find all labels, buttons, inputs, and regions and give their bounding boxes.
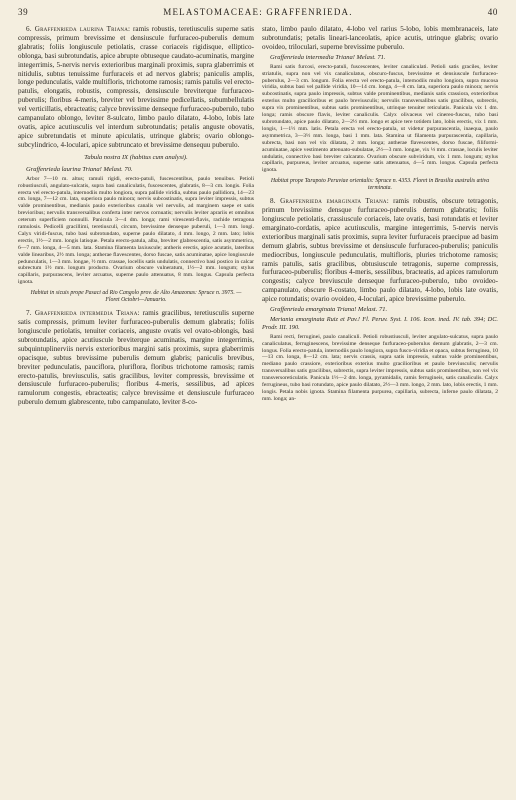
page-number-right: 40 (487, 7, 498, 17)
species-7-diagnosis (18, 309, 254, 407)
species-7-habitat: Habitat prope Tarapoto Peruviae orientalis: Spruce n. 4353. Floret in Brasilia australis ætiva terminata. (270, 178, 490, 192)
species-8-description: Rami recti, ferruginei, paulo canaliculi. Petioli robustiusculi, leviter angulato-sulcatus, supra paulo canaliculatus, ferruginescens, brevissime denseque furfuraceo-puberulus demum glabratis, 2—3 cm. longus. Folia erecto-patula, internodiis paulo longiora, supra fusco-viridia et opaca, subtus ferruginea, 10—13 cm. longa, 8—12 cm. lata; nervis crassis, supra satis impressis, subtus valde prominentibus, mediano paulo crassiore, exterioribus exterius multo gracilioribus et paulo breviusculis; nervulis transversalibus satis gracilibus, subrectis, supra leviter impressis, subtus satis prominentibus, non vel vix transversoreticulatis. Panicula 1½—2 dm. longa, pyramidalis, ramis ferrugineis, satis canaliculis. Calyx ferrugineus, tubo basi rotundato, apice paulo dilatato, 2½—3 mm. longo, 2 mm. lato, lobis erectis, 1 mm. longis. Petala nobis ignota. Stamina filamenta purpurea, capillaria, subrecta, inferne paulo dilatata, 2 mm. longa; an- (262, 333, 498, 402)
species-8-reference: Meriania emarginata Ruiz et Pav.! Fl. Peruv. Syst. I. 106. Icon. ined. IV. tab. 394; DC. Prodr. III. 190. (262, 316, 498, 331)
plate-reference: Tabula nostra IX (habitus cum analysi). (84, 153, 188, 161)
page-number-left: 39 (18, 7, 29, 17)
species-7-description: Rami satis furcosi, erecto-patuli, fuscescentes, leviter canaliculati. Petioli satis graciles, leviter striatulis, supra non vel vix canaliculatus, obscuro-fuscus, brevissime et densiuscule furfuraceo-puberulus, 2—3 cm. longum. Folia erecta vel erecto-patula, internodiis multo longiora, supra mucosa viridia, subtus basi vel pallide viridia, 10—14 cm. longa, 4—8 cm. lata, superiora paulo minora; nervis subcostinatis, supra paulo impressis, subtus valde prominentibus, medianis satis crassiora, exterioribus exterius multo gracilioribus et paulo breviusculis; nervulis transversalibus satis gracilibus, subrectis, supra vix prominentibus, subtus satis prominentibus, utrinque tenuiter reticulatis. Panicula vix 1 dm. longa; ramis obscure flavis, leviter canaliculis. Calyx olivaceus vel cinereo-fuscus, tubo basi subrotundato, apice paulo dilatato, 2—2½ mm. longo et apice tere totidem lato, lobis erectis, vix 1 mm. longis, 1—1½ mm. latis. Petala erecta vel erecto-patula, ut videtur purpurascentia, inaequa, paulo asymmetrica, 3—3½ mm. longa, basi 1 mm. lata. Stamina ut filamenta purpurascentia, capillaria, subrecta, basi non vel vix dilatata, 2 mm. longa; antherae flavescentes, dorso fuscae, filiformi-acuminatae, apice vestimento attenuato-subulatae, 2½—3 mm. longae, vix ⅓ mm. crassae, loculis leviter undulatis, connectivo basi breviter calcarato. Ovarium obscure subviridum, vix 1 mm. longum; stylus capillaris, purpureus, leviter arcuatus, superne satis attenuatus, 4—5 mm. longus. Capsula perfecta ignota. (262, 63, 498, 174)
species-6-synonym: Graffenrieda laurina Triana! Melast. 70. (26, 165, 133, 173)
species-6-description: Arbor 7—10 m. altus; ramuli rigidi, erecto-patuli, fuscescentibus, paulo tenuibus. Petioli robustiusculi, angulato-sulcatis, supra basi canaliculatis, fuscescentes, glabratis, 8—3 cm. longis. Folia erecta vel erecto-patula, internodiis multo longiora, supra pallide viridia, subtus paulo pallidiora, 14—23 cm. longa, 7—12 cm. lata, superiora paulo minora; nervis subcostinatis, supra leviter impressis, subtus valde prominentibus, medianis paulo exterioribus canalis vel nervulis, ad marginem saepe et satis brevioribus; nervulis transversalibus conferta inter nervos cornuatis; nervulis leviter aprariis et omnibus ceterum superficiem nonnulli. Panicula 3—4 dm. longa; rami virescenti-flavis, rachide tetragona ramulosis. Pedicelli gracillimi, teretiusculi, circum, brevissime denseque puberuli, 1—3 mm. longi. Calyx viridi-fuscus, tubo basi subrotundato, superne paulo dilatato, 4 mm. longo, 2 mm. lato; lobis erectis, 1½—2 mm. longis latisque. Petala erecto-patula, alba, breviter glabrescentia, satis asymmetrica, 6—7 mm. longa, 4—5 mm. lata. Stamina filamenta laxiuscule; antheris erectis, apice acutatis, lateribus valde linearibus, 2½ mm. longa; antherae flavescentes, dorso fuscae, satis acuminatae, apice longiuscule pedunculatis, 1—3 mm. longae, ½ mm. crassae, locellis satis undulatis, connectivo basi postico in calcar subrectum 1½ mm. longum producto. Ovarium obscure vulneratum, 1½—2 mm. longum; stylus capillaris, purpurascens, leviter arcuatus, superne paulo attenuatus, 8 mm. longus. Capsula perfecta ignota. (18, 175, 254, 286)
species-7-text: ramis gracilibus, teretiusculis superne satis compressis, primum leviter furfuraceo-puberulis demum glabratis; foliis longiuscule petiolatis, tenuiter coriaceis, anguste ovatis vel ovato-oblongis, basi subrotundatis, apice acutiuscule breviterque acuminatis, margine integerrimis, subquintuplinerviis nervis exterioribus margini satis proximis, supra glaberrimis opacisque, subtus brevissime puberulis demum glabris; paniculis brevibus, breviter pedunculatis, pauciflora, pluriflora, floribus trichotome ramosis; ramis erecto-patulis, breviusculis, satis gracilibus, leviter compressis, brevissime et densiuscule furfuraceo-puberulis; floribus 4-meris, sessilibus, ad apices ramulorum congestis, ebracteatis; calyce brevissime et densiuscule furfuraceo puberulo demum glabrescente, tubo campanulato, leviter 8-co- (18, 309, 254, 407)
species-7-heading: 7. Graffenrieda intermedia Triana: (26, 309, 140, 318)
species-8-text: ramis robustis, obscure tetragonis, primum brevissime densque furfuraceo-puberulis demum glabratis; foliis longiuscule petiolatis, crassiuscule coriaceis, late ovatis, basi rotundatis et leviter emarginato-cordatis, apice acutiusculis, margine integerrimis, 5-nervis nervis exterioribus marginali satis proximis, supra leviter furfuraceis praecipue ad basim demum glabris, subtus brevissime et densiuscule furfuraceo-puberulis; paniculis mediocribus, longiuscule pedunculatis, multifloris, pluries trichotome ramosis; ramis patulis, satis gracilibus, obtusiuscule tetragonis, superne compressis, furfuraceo-puberulis; floribus 4-meris, sessilibus, bracteatis, ad apices ramulorum congestis; calyce breviuscule denseque furfuraceo-puberulo, tubo ovoideo-campanulato, obscure 8-costato, limbo paulo dilatato, 4-lobo, lobis late ovatis, apice rotundatis; ovario ovoideo, 4-loculari, apice brevissime puberulo. (262, 197, 498, 304)
species-7-synonym: Graffenrieda intermedia Triana! Melast. 71. (270, 53, 386, 61)
species-8-synonym: Graffenrieda emarginata Triana! Melast. 71. (270, 306, 388, 314)
left-column (18, 25, 254, 790)
species-6-diagnosis (18, 25, 254, 150)
species-8-heading: 8. Graffenrieda emarginata Triana: (270, 197, 389, 206)
species-6-habitat: Habitat in sicuis prope Pasaci ad Rio Cangolo prov. de Alto Amazonas: Spruce n. 3975. — Floret Octobri—Januario. (30, 290, 242, 304)
species-6-heading: 6. Graffenrieda laurina Triana: (26, 25, 131, 33)
species-8-diagnosis (262, 197, 498, 304)
species-6-text: ramis robustis, teretiusculis superne satis compressis, primum brevissime et densiuscule furfuraceo-puberulis demum glabratis; foliis longiuscule petiolatis, crasse coriaceis rigidisque, elliptico-oblonga, basi subrotundatis, apice abrupte obtuseque caudato-acuminatis, margine integerrimis, 5-nervis nervis exterioribus marginali proximis, supra glaberrimis et nitidulis, subtus tenuissime furfuraceis et ad nervos glabris; paniculis amplis, longe pedunculatis, valde multifloris, trichotome ramosis; ramis patulis vel erecto-patulis, elongatis, robustis, compressis, densiuscule breviterque furfuraceo-puberulis; floribus 4-meris, breviter vel brevissime pedicellatis, subumbellulatis vel verticillatis, ebracteatis; calyce brevissime denseque furfuraceo-puberulo, tubo campanulato oblongo, leviter 8-sulcato, limbo paulo dilatato, 4-lobo, lobis late ovatis, apice acutiusculis vel interdum subrotundatis; petalis anguste obovatis, apice subretundatis et minute apiculatis, utrinque glabris; ovario oblongo-subcylindrico, 4-loculari, apice subtruncato et brevissime densequu puberulo. (18, 25, 254, 149)
page-header (18, 7, 498, 21)
running-title: MELASTOMACEAE: GRAFFENRIEDA. (163, 7, 353, 17)
species-7-diagnosis-continued: stato, limbo paulo dilatato, 4-lobo vel rarius 5-lobo, lobis membranaceis, late subrotundatis; petalis lineari-lanceolatis, apice acutis, utrinque glabris; ovario ovoideo, triloculari, superne brevissime puberulo. (262, 25, 498, 51)
right-column (262, 25, 498, 790)
